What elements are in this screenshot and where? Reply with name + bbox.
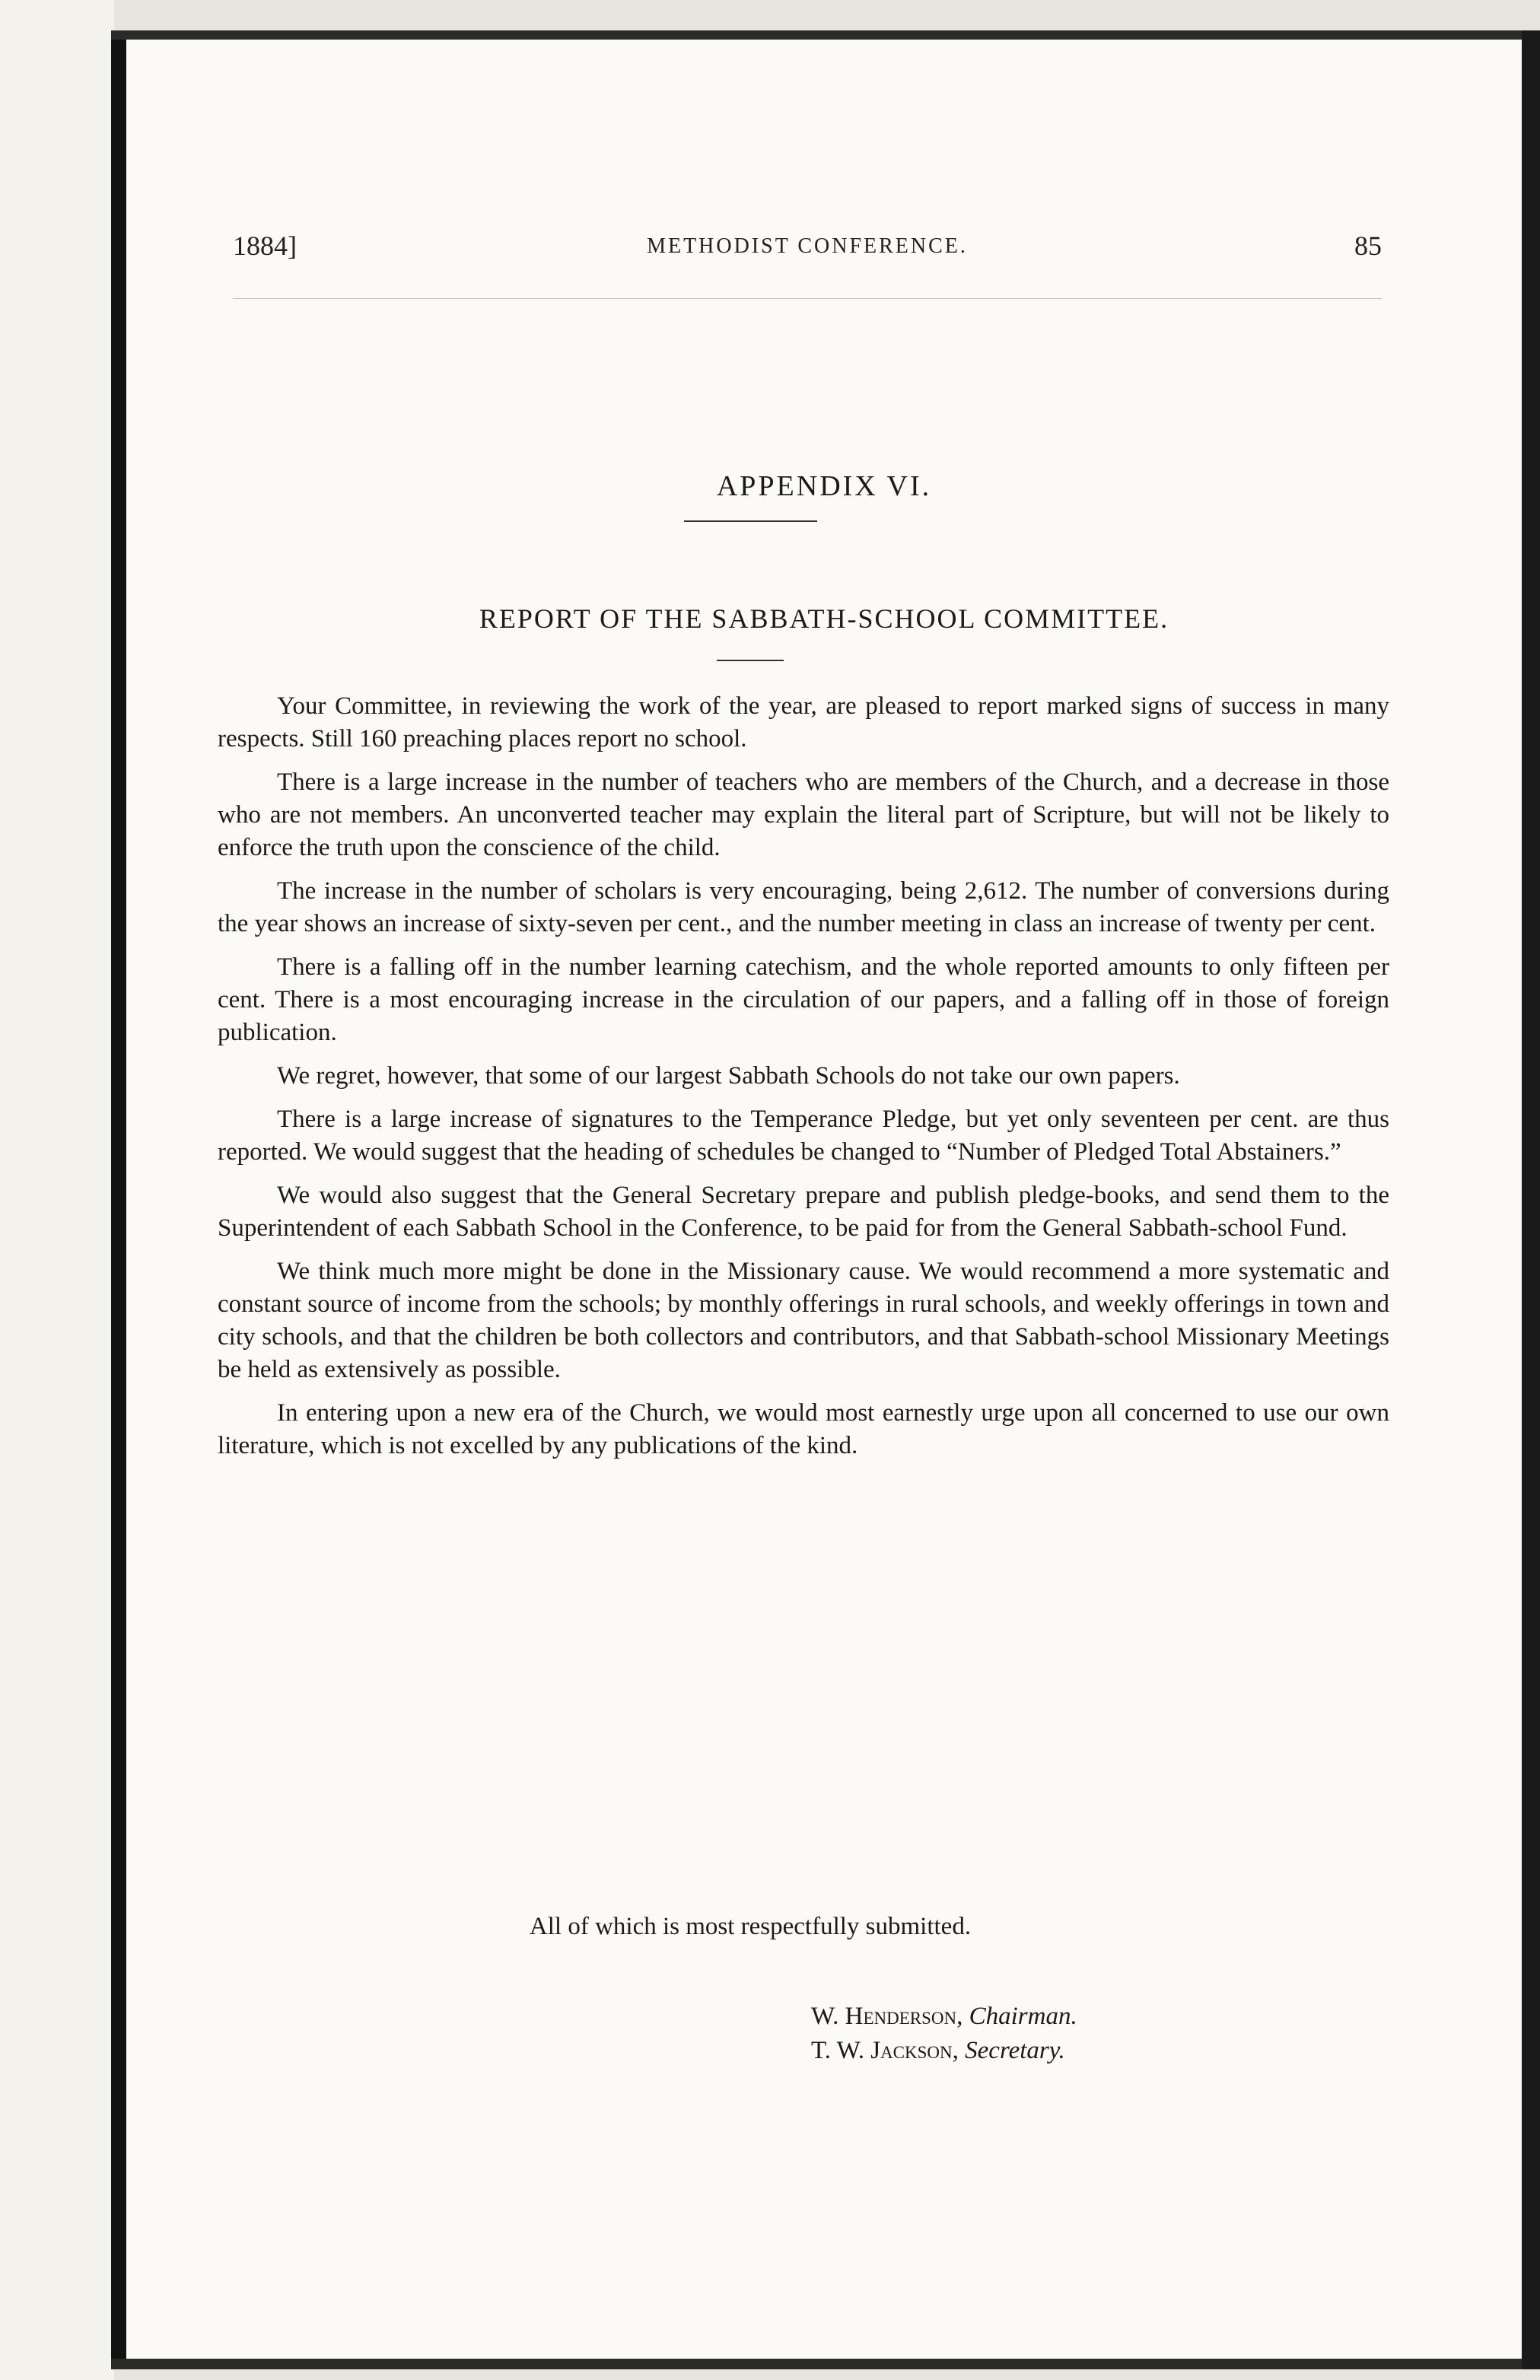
paragraph: There is a large increase of signatures to the Temperance Pledge, but yet only seventeen per cent. are thus reported. We would suggest that the heading of schedules be changed to “Number of Pledged Total Abstainers.”	[218, 1106, 1389, 1166]
scan-bottom-edge	[111, 2359, 1540, 2369]
appendix-title: APPENDIX VI.	[716, 470, 932, 502]
signature-secretary	[811, 2037, 1065, 2065]
report-body	[218, 690, 1389, 1473]
title-divider	[684, 520, 817, 522]
running-head	[233, 230, 1382, 275]
header-rule	[233, 298, 1382, 299]
signatory-name: W. Henderson,	[811, 2003, 963, 2030]
running-head-year: 1884]	[233, 231, 297, 261]
paragraph: We think much more might be done in the Missionary cause. We would recommend a more systematic and constant source of income from the schools; by monthly offerings in rural schools, and weekly offerings in town and city schools, and that the children be both collectors and contributors, and that Sabbath-school Missionary Meetings be held as extensively as possible.	[218, 1258, 1389, 1383]
paragraph: The increase in the number of scholars is very encouraging, being 2,612. The number of conversions during the year shows an increase of sixty-seven per cent., and the number meeting in class an increase of twenty per cent.	[218, 877, 1389, 937]
signatory-role: Secretary.	[965, 2037, 1065, 2064]
paragraph: In entering upon a new era of the Church, we would most earnestly urge upon all concerned to use our own literature, which is not excelled by any publications of the kind.	[218, 1399, 1389, 1459]
report-title: REPORT OF THE SABBATH-SCHOOL COMMITTEE.	[479, 603, 1169, 634]
scan-right-edge	[1522, 30, 1540, 2369]
scan-margin-left	[0, 0, 114, 2380]
closing-line: All of which is most respectfully submitted.	[529, 1913, 972, 1940]
signatory-name: T. W. Jackson,	[811, 2037, 959, 2064]
paragraph: There is a falling off in the number learning catechism, and the whole reported amounts to only fifteen per cent. There is a most encouraging increase in the circulation of our papers, and a falling off in those of foreign publication.	[218, 953, 1389, 1046]
scan-top-edge	[111, 30, 1540, 40]
paragraph: Your Committee, in reviewing the work of the year, are pleased to report marked signs of success in many respects. Still 160 preaching places report no school.	[218, 692, 1389, 752]
signature-chairman	[811, 2003, 1077, 2031]
signatory-role: Chairman.	[969, 2003, 1077, 2030]
paragraph: We regret, however, that some of our largest Sabbath Schools do not take our own papers.	[277, 1062, 1180, 1090]
paragraph: There is a large increase in the number of teachers who are members of the Church, and a decrease in those who are not members. An unconverted teacher may explain the literal part of Scripture, but will not be likely to enforce the truth upon the conscience of the child.	[218, 768, 1389, 861]
scan-binding-edge	[111, 30, 126, 2359]
running-head-title: METHODIST CONFERENCE.	[647, 234, 968, 258]
title-divider-short	[717, 660, 784, 661]
book-page	[126, 40, 1522, 2359]
paragraph: We would also suggest that the General Secretary prepare and publish pledge-books, and send them to the Superintendent of each Sabbath School in the Conference, to be paid for from the General Sabbath-school Fund.	[218, 1182, 1389, 1242]
page-number: 85	[1354, 231, 1382, 261]
